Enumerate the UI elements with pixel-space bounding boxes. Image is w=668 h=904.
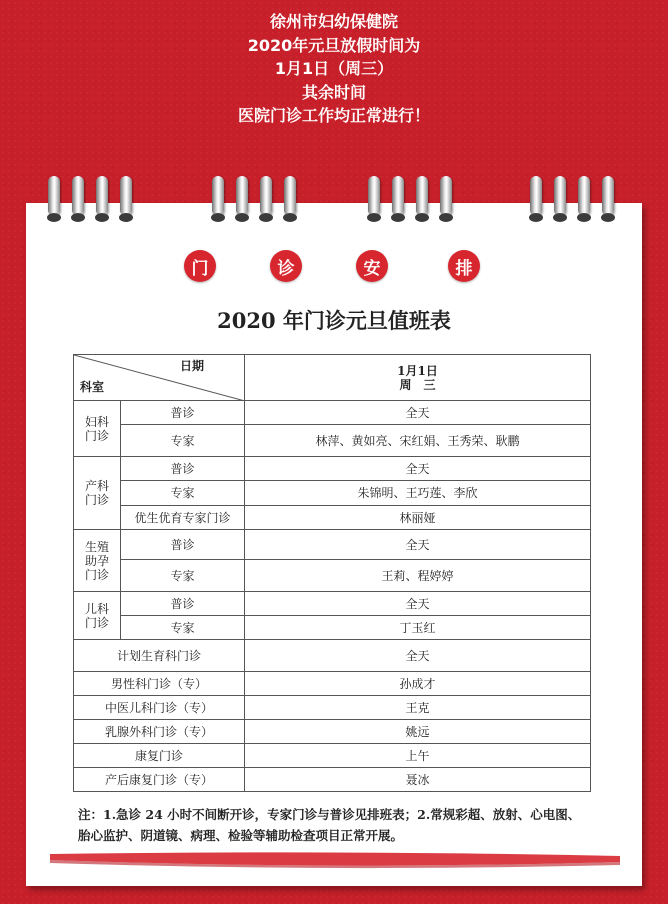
dept-cell: 计划生育科门诊	[74, 640, 245, 672]
type-cell: 普诊	[121, 401, 245, 425]
dept-cell-shengzhi	[74, 530, 121, 592]
header-line-1: 徐州市妇幼保健院	[269, 12, 398, 31]
dept-cell: 男性科门诊（专）	[74, 672, 245, 696]
binder-ring-icon	[554, 176, 566, 216]
value-cell: 王莉、程婷婷	[245, 560, 591, 592]
type-cell: 优生优育专家门诊	[121, 506, 245, 530]
binder-ring-icon	[530, 176, 542, 216]
table-row	[74, 506, 591, 530]
date-header-line2: 周 三	[399, 377, 436, 392]
dept-cell-chanke	[74, 457, 121, 530]
value-cell: 林萍、黄如亮、宋红娟、王秀荣、耿鹏	[245, 425, 591, 457]
binder-ring-icon	[284, 176, 296, 216]
type-cell: 普诊	[121, 530, 245, 560]
value-cell: 姚远	[245, 720, 591, 744]
corner-header-cell	[74, 355, 245, 401]
dept-cell-erke	[74, 592, 121, 640]
table-row	[74, 401, 591, 425]
dept-label: 门诊	[84, 615, 109, 630]
header-line-3: 1月1日（周三）	[274, 59, 394, 78]
table-row	[74, 640, 591, 672]
dept-label: 生殖	[84, 539, 109, 554]
value-cell: 全天	[245, 592, 591, 616]
value-cell: 上午	[245, 744, 591, 768]
table-header-row	[74, 355, 591, 401]
badge-pai: 排	[448, 250, 480, 282]
corner-date-label: 日期	[179, 359, 204, 373]
header-line-4: 其余时间	[301, 82, 366, 102]
table-row	[74, 744, 591, 768]
binder-ring-icon	[440, 176, 452, 216]
duty-schedule-table	[73, 354, 591, 792]
value-cell: 朱锦明、王巧莲、李欣	[245, 481, 591, 506]
binder-ring-icon	[416, 176, 428, 216]
badge-an: 安	[356, 250, 388, 282]
dept-cell: 康复门诊	[74, 744, 245, 768]
value-cell: 聂冰	[245, 768, 591, 792]
dept-label: 门诊	[84, 567, 109, 582]
header-line-2: 2020年元旦放假时间为	[247, 35, 421, 55]
announcement-header	[0, 10, 668, 128]
type-cell: 专家	[121, 425, 245, 457]
type-cell: 专家	[121, 481, 245, 506]
dept-cell-fuke	[74, 401, 121, 457]
binder-ring-icon	[72, 176, 84, 216]
binder-ring-icon	[212, 176, 224, 216]
dept-label: 儿科	[84, 601, 109, 616]
dept-label: 门诊	[84, 493, 109, 507]
footnote: 注：1.急诊 24 小时不间断开诊，专家门诊与普诊见排班表；2.常规彩超、放射、心电图、胎心监护、阴道镜、病理、检验等辅助检查项目正常开展。	[78, 807, 581, 843]
binder-ring-icon	[120, 176, 132, 216]
value-cell: 孙成才	[245, 672, 591, 696]
table-row	[74, 560, 591, 592]
table-row	[74, 616, 591, 640]
table-row	[74, 457, 591, 481]
table-row	[74, 672, 591, 696]
table-row	[74, 592, 591, 616]
type-cell: 普诊	[121, 457, 245, 481]
table-row	[74, 720, 591, 744]
table-row	[74, 696, 591, 720]
dept-label: 产科	[84, 479, 109, 493]
binder-ring-icon	[48, 176, 60, 216]
type-cell: 专家	[121, 616, 245, 640]
binder-ring-icon	[368, 176, 380, 216]
type-cell: 普诊	[121, 592, 245, 616]
binder-ring-icon	[578, 176, 590, 216]
value-cell: 全天	[245, 457, 591, 481]
dept-label: 助孕	[84, 553, 109, 568]
value-cell: 林丽娅	[245, 506, 591, 530]
dept-cell: 产后康复门诊（专）	[74, 768, 245, 792]
value-cell: 全天	[245, 530, 591, 560]
value-cell: 丁玉红	[245, 616, 591, 640]
binder-ring-icon	[392, 176, 404, 216]
type-cell: 专家	[121, 560, 245, 592]
binder-ring-icon	[260, 176, 272, 216]
header-line-5: 医院门诊工作均正常进行！	[237, 106, 430, 125]
value-cell: 全天	[245, 640, 591, 672]
section-badges	[0, 250, 668, 284]
dept-label: 妇科	[84, 414, 109, 429]
decorative-swoosh-icon	[50, 848, 620, 870]
value-cell: 王克	[245, 696, 591, 720]
table-row	[74, 481, 591, 506]
value-cell: 全天	[245, 401, 591, 425]
dept-cell: 乳腺外科门诊（专）	[74, 720, 245, 744]
binder-ring-icon	[236, 176, 248, 216]
table-row	[74, 768, 591, 792]
table-row	[74, 425, 591, 457]
dept-cell: 中医儿科门诊（专）	[74, 696, 245, 720]
date-header-line1: 1月1日	[397, 363, 438, 378]
schedule-title: 2020 年门诊元旦值班表	[217, 308, 451, 333]
binder-ring-icon	[602, 176, 614, 216]
badge-men: 门	[184, 250, 216, 282]
binder-rings	[0, 176, 668, 226]
diagonal-line	[74, 355, 245, 401]
corner-dept-label: 科室	[80, 380, 105, 394]
table-row	[74, 530, 591, 560]
dept-label: 门诊	[84, 428, 109, 443]
badge-zhen: 诊	[270, 250, 302, 282]
date-header-cell	[245, 355, 591, 401]
binder-ring-icon	[96, 176, 108, 216]
